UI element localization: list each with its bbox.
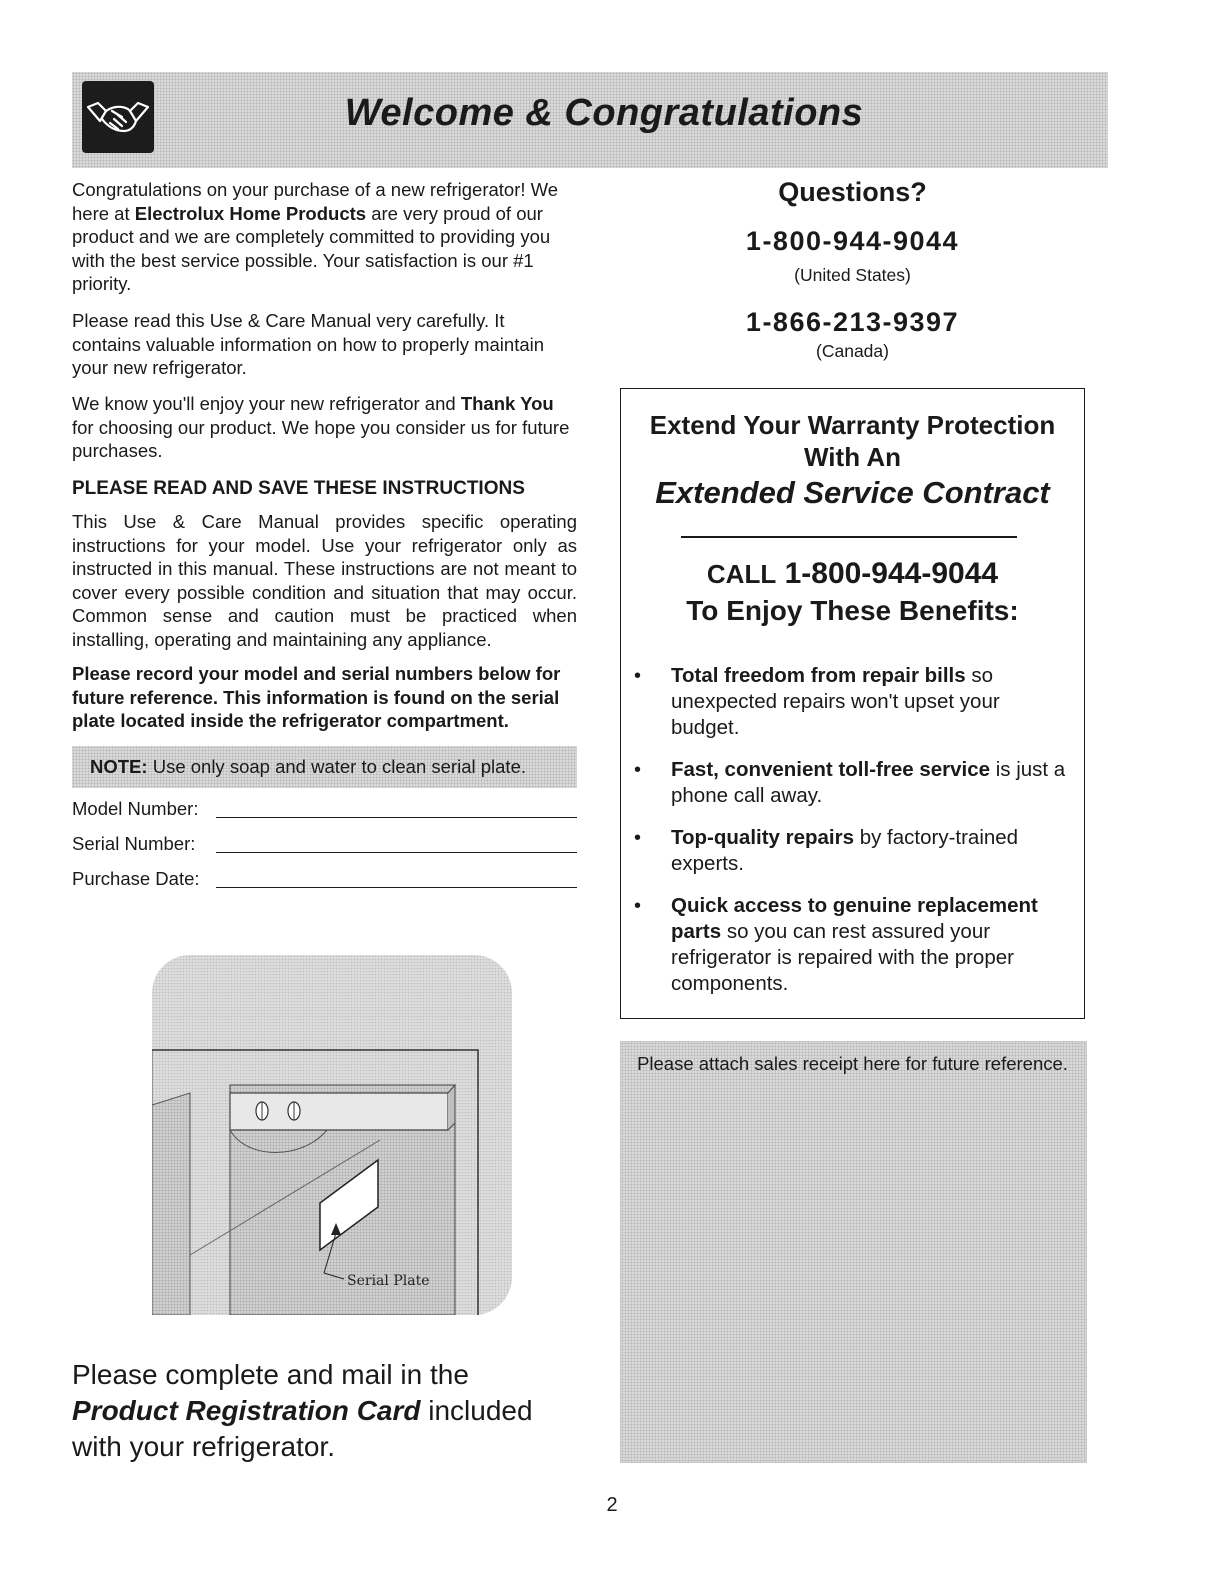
benefit-text: by factory-trained experts. <box>671 826 1019 875</box>
brand-name: Electrolux Home Products <box>134 202 367 224</box>
benefit-text: is just a phone call away. <box>671 758 1066 807</box>
call-line <box>621 557 1084 591</box>
serial-number-field[interactable] <box>72 833 577 855</box>
purchase-date-line <box>216 887 577 888</box>
purchase-date-field[interactable] <box>72 868 577 890</box>
serial-number-label: Serial Number: <box>72 833 203 854</box>
serial-plate-illustration <box>152 955 512 1315</box>
note-body: Use only soap and water to clean serial plate. <box>147 756 526 777</box>
extended-contract-heading: Extended Service Contract <box>655 475 1050 510</box>
benefit-text: so you can rest assured your refrigerator is repaired with the proper components. <box>671 920 1014 995</box>
receipt-instructions: Please attach sales receipt here for future reference. <box>637 1053 1068 1074</box>
record-numbers-paragraph: Please record your model and serial numbers below for future reference. This information is found on the serial plate located inside the refrigerator compartment. <box>72 663 561 731</box>
bullet-icon: • <box>634 665 642 687</box>
benefit-bold: Fast, convenient toll-free service <box>671 758 991 781</box>
intro-text-b: are very proud of our product and we are completely committed to providing you with the best service possible. Your satisfaction is our #1 priority. <box>72 202 551 294</box>
page-number: 2 <box>606 1494 618 1516</box>
bullet-icon: • <box>634 895 642 917</box>
intro-paragraph <box>72 178 577 296</box>
thank-you-paragraph <box>72 392 577 463</box>
questions-heading: Questions? <box>778 177 927 207</box>
benefit-item <box>634 893 1071 997</box>
page-title: Welcome & Congratulations <box>344 92 864 134</box>
benefit-bold: Total freedom from repair bills <box>671 664 966 687</box>
handshake-icon <box>82 81 154 153</box>
thanks-text-b: for choosing our product. We hope you consider us for future purchases. <box>72 416 570 461</box>
benefit-bold: Quick access to genuine replacement parts <box>671 894 1038 943</box>
call-number: 1-800-944-9044 <box>784 557 999 590</box>
benefits-heading: To Enjoy These Benefits: <box>686 595 1019 626</box>
us-label: (United States) <box>794 265 911 285</box>
benefit-item <box>634 663 1071 741</box>
benefit-text: so unexpected repairs won't upset your budget. <box>671 664 1000 739</box>
benefit-bold: Top-quality repairs <box>671 826 855 849</box>
read-manual-paragraph: Please read this Use & Care Manual very carefully. It contains valuable information on how to properly maintain your new refrigerator. <box>72 310 545 378</box>
model-number-line <box>216 817 577 818</box>
serial-plate-caption: Serial Plate <box>347 1273 430 1289</box>
warranty-box <box>620 388 1085 1019</box>
receipt-attach-area <box>620 1041 1087 1463</box>
purchase-date-label: Purchase Date: <box>72 868 208 889</box>
thanks-text-a: We know you'll enjoy your new refrigerator and <box>72 393 461 414</box>
benefit-item <box>634 757 1071 809</box>
manual-scope-paragraph: This Use & Care Manual provides specific operating instructions for your model. Use your refrigerator only as instructed in this manual. These instructions are not meant to cover every possible condition and situation that may occur. Common sense and caution must be practiced when installing, operating and maintaining any appliance. <box>72 511 577 650</box>
serial-number-line <box>216 852 577 853</box>
note-label: NOTE: <box>90 756 148 777</box>
canada-label: (Canada) <box>816 341 889 361</box>
model-number-field[interactable] <box>72 798 577 820</box>
phone-us: 1-800-944-9044 <box>745 226 960 256</box>
benefit-item <box>634 825 1071 877</box>
save-instructions-heading: PLEASE READ AND SAVE THESE INSTRUCTIONS <box>72 478 525 499</box>
bullet-icon: • <box>634 759 642 781</box>
phone-canada: 1-866-213-9397 <box>745 307 960 337</box>
registration-card-name: Product Registration Card <box>72 1395 421 1426</box>
bullet-icon: • <box>634 827 642 849</box>
divider <box>681 536 1017 538</box>
warranty-title: Extend Your Warranty Protection With An <box>649 410 1056 472</box>
note-text <box>90 756 526 778</box>
registration-paragraph <box>72 1357 577 1465</box>
registration-text-a: Please complete and mail in the <box>72 1359 469 1390</box>
intro-text-a: Congratulations on your purchase of a new refrigerator! We here at <box>72 179 559 224</box>
call-label: CALL <box>706 559 777 589</box>
registration-text-b: included with your refrigerator. <box>72 1395 533 1462</box>
thank-you-text: Thank You <box>460 393 554 414</box>
model-number-label: Model Number: <box>72 798 206 819</box>
